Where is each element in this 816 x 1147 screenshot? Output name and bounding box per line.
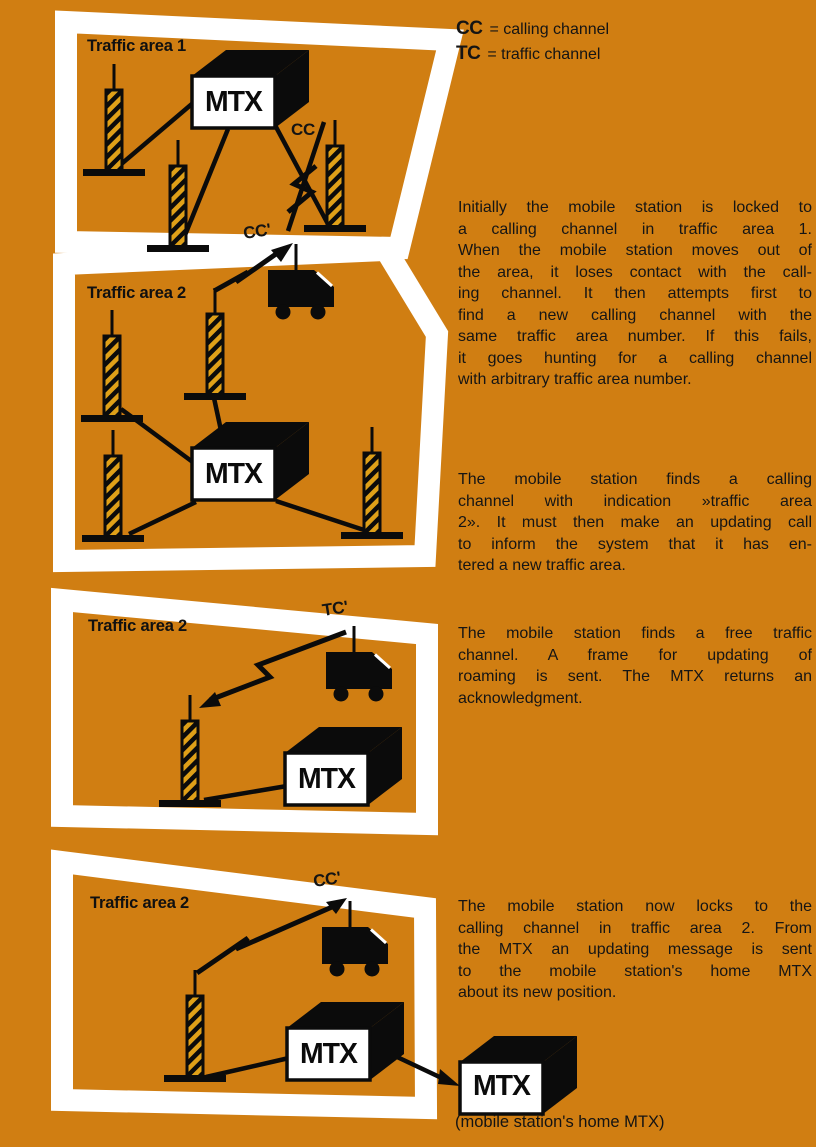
legend-def-tc: = traffic channel	[487, 46, 601, 63]
signal-bolt-tc-prime-icon	[210, 632, 346, 700]
paragraph-1: Initially the mobile station is locked to a calling channel in traffic area 1. When the mobile station moves out of the area, it loses contact with the call- ing channel. It then attempts first to find a new calling channel with the same traffic area number. If this fails, it goes hunting for a calling channel with arbitrary traffic area number.	[458, 199, 812, 388]
radio-tower-icon	[341, 427, 403, 539]
legend-row-tc	[456, 43, 600, 65]
paragraph-4: The mobile station now locks to the calling channel in traffic area 2. From the MTX an updating message is sent to the mobile station's home MTX about its new position.	[458, 898, 812, 1001]
arrowhead-home-mtx-icon	[438, 1069, 460, 1086]
home-mtx-caption: (mobile station's home MTX)	[455, 1113, 665, 1131]
legend-def-cc: = calling channel	[489, 21, 610, 38]
legend-row-cc	[456, 18, 609, 40]
panel-label-traffic-area-2b: Traffic area 2	[88, 616, 188, 635]
channel-label-cc-prime-2: CC'	[311, 867, 343, 892]
legend-term-cc: CC	[456, 18, 483, 39]
radio-tower-icon	[83, 64, 145, 176]
mtx-label-1: MTX	[204, 86, 263, 118]
mtx-label-home: MTX	[472, 1070, 531, 1102]
channel-label-cc: CC	[291, 120, 315, 139]
radio-tower-icon	[81, 310, 143, 422]
radio-tower-icon	[82, 430, 144, 542]
signal-bolt-cc-prime2-icon	[197, 907, 332, 973]
channel-label-tc-prime: TC'	[320, 597, 350, 621]
panel-label-traffic-area-2c: Traffic area 2	[90, 893, 190, 912]
panel-label-traffic-area-2: Traffic area 2	[87, 283, 187, 302]
paragraph-2: The mobile station finds a calling channel with indication »traffic area 2». It must then make an updating call to inform the system that it has en- tered a new traffic area.	[458, 471, 812, 574]
radio-tower-icon	[164, 970, 226, 1082]
panel-label-traffic-area-1: Traffic area 1	[87, 36, 187, 55]
paragraph-3: The mobile station finds a free traffic channel. A frame for updating of roaming is sent. The MTX returns an acknowledgment.	[458, 625, 812, 707]
legend-term-tc: TC	[456, 43, 481, 64]
mtx-label-4: MTX	[299, 1038, 358, 1070]
mtx-label-2: MTX	[204, 458, 263, 490]
mtx-label-3: MTX	[297, 763, 356, 795]
radio-tower-icon	[184, 288, 246, 400]
radio-tower-icon	[159, 695, 221, 807]
channel-label-cc-prime-1: CC'	[241, 219, 273, 244]
